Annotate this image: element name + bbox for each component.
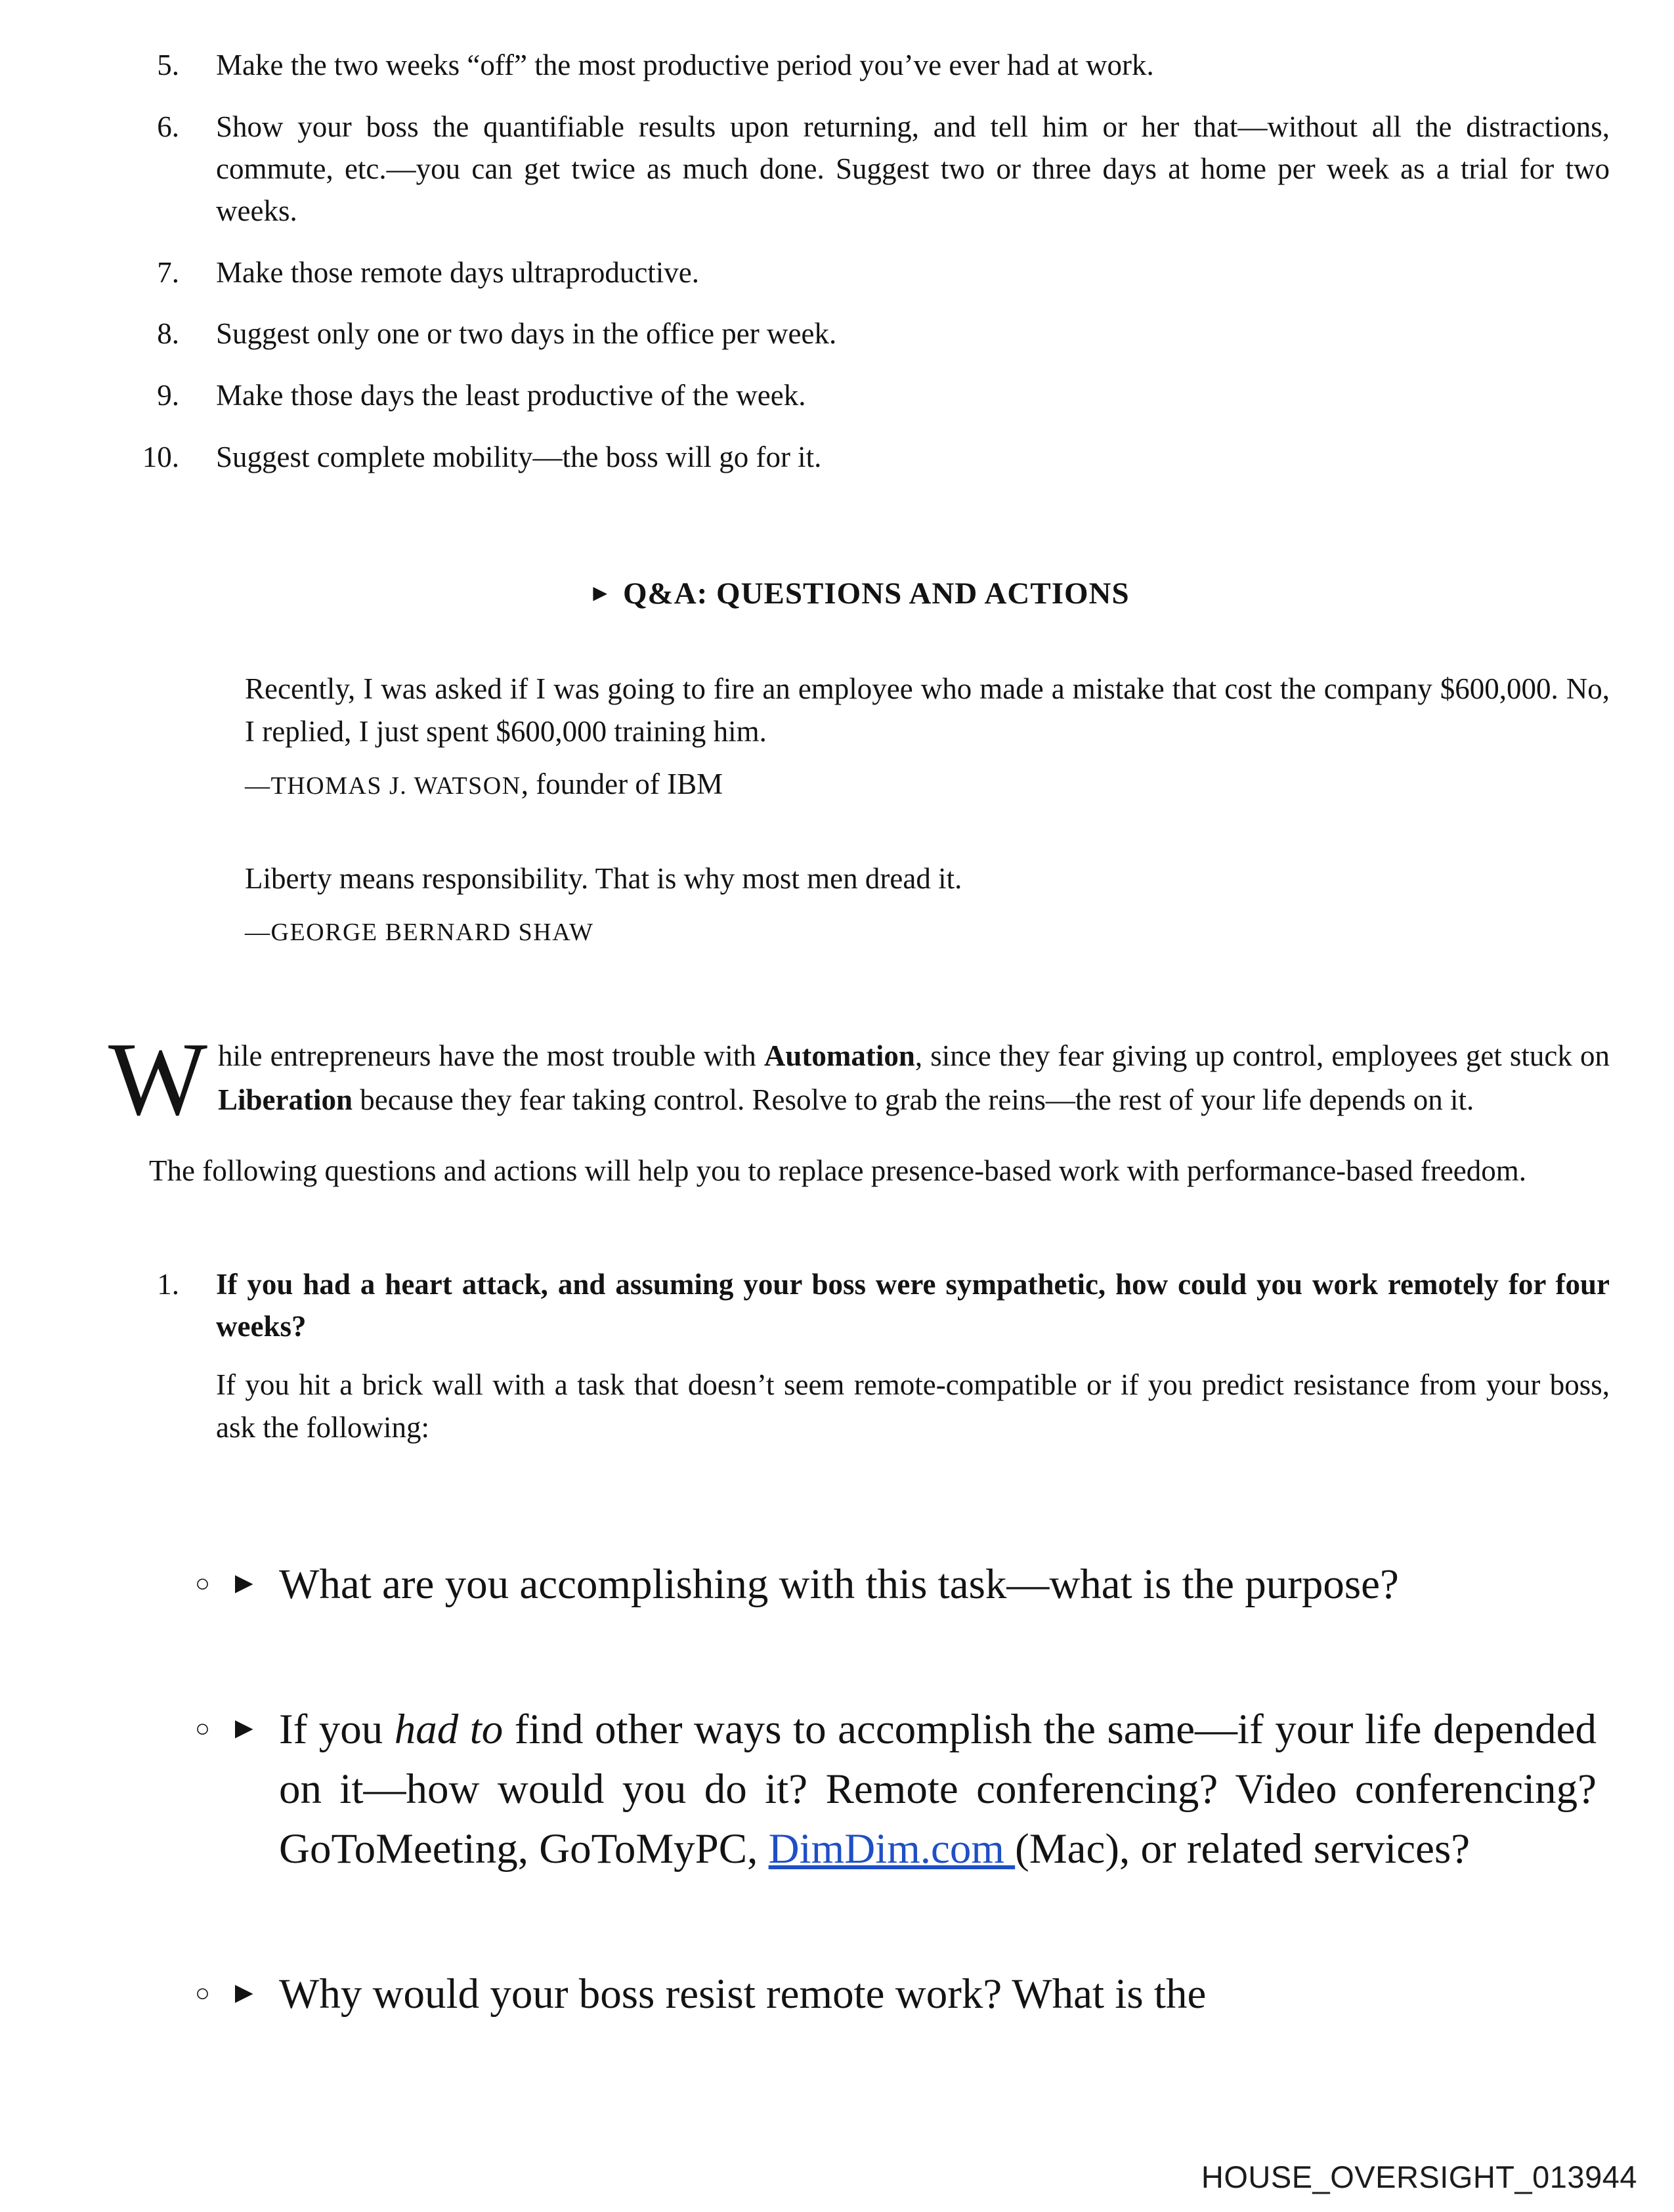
paragraph-text: because they fear taking control. Resolve to grab the reins—the rest of your life depends on it. [353, 1083, 1474, 1117]
circle-bullet-icon: ○ [195, 1714, 210, 1743]
quote-text: Liberty means responsibility. That is why most men dread it. [245, 861, 962, 895]
list-text: Show your boss the quantifiable results upon returning, and tell him or her that—without all the distractions, commute, etc.—you can get twice as much done. Suggest two or three days at home per week as a trial for two weeks. [216, 110, 1610, 227]
drop-cap: W [108, 1020, 208, 1137]
section-arrow-icon: ► [588, 580, 612, 607]
list-text: Suggest only one or two days in the office per week. [216, 317, 837, 351]
bullet-text [279, 1555, 1610, 1615]
list-text: Make those days the least productive of the week. [216, 379, 806, 412]
quote-block [245, 857, 1610, 947]
circle-bullet-icon: ○ [195, 1569, 210, 1597]
bullet-text [279, 1964, 1610, 2024]
section-header [108, 576, 1610, 611]
bullet-text-part: What are you accomplishing with this task—what is the purpose? [279, 1560, 1399, 1608]
quote-attribution [245, 767, 1610, 801]
list-text: Make those remote days ultraproductive. [216, 255, 700, 289]
list-number: 7. [157, 255, 179, 289]
bullet-item [195, 1700, 1610, 1879]
circle-bullet-icon: ○ [195, 1979, 210, 2007]
bullet-text-part: If you [279, 1705, 395, 1753]
bates-number: HOUSE_OVERSIGHT_013944 [1201, 2159, 1637, 2194]
quote-author: —THOMAS J. WATSON [245, 771, 521, 800]
paragraph-text: hile entrepreneurs have the most trouble with [218, 1039, 764, 1072]
list-item [108, 45, 1610, 87]
bullet-item [195, 1555, 1610, 1615]
quote-author-title: , founder of IBM [521, 767, 723, 800]
arrow-bullet-icon: ► [229, 1975, 259, 2009]
list-number: 5. [157, 49, 179, 81]
list-item [108, 375, 1610, 417]
list-number: 8. [157, 317, 179, 351]
list-item [108, 252, 1610, 294]
dropcap-paragraph [108, 1020, 1610, 1137]
list-text: Make the two weeks “off” the most productive period you’ve ever had at work. [216, 49, 1154, 81]
bullet-text-part: find other ways to accomplish the same—if your life depended on it—how would you do it? Remote conferencing? Video conferencing? GoToMeeting, GoToMyPC, [279, 1705, 1597, 1873]
bullet-item [195, 1964, 1610, 2024]
paragraph-text: , since they fear giving up control, employees get stuck on [914, 1039, 1610, 1072]
section-title: Q&A: QUESTIONS AND ACTIONS [623, 576, 1130, 611]
bold-term: Liberation [218, 1083, 353, 1117]
list-item [108, 313, 1610, 355]
list-number: 9. [157, 379, 179, 412]
dimdim-link[interactable]: DimDim.com [768, 1825, 1016, 1873]
arrow-bullet-icon: ► [229, 1710, 259, 1745]
intro-paragraph: The following questions and actions will help you to replace presence-based work with performance-based freedom. [149, 1154, 1527, 1187]
bold-term: Automation [763, 1039, 915, 1072]
arrow-bullet-icon: ► [229, 1565, 259, 1599]
bullet-text-part: Why would your boss resist remote work? What is the [279, 1970, 1207, 2018]
list-item [108, 106, 1610, 232]
list-number: 10. [142, 441, 179, 474]
intro-section [108, 1020, 1610, 1194]
bullet-text-part: (Mac), or related services? [1015, 1825, 1470, 1873]
question-bold-text: If you had a heart attack, and assuming your boss were sympathetic, how could you work remotely for four weeks? [216, 1268, 1610, 1343]
bullet-list [195, 1555, 1610, 2024]
question-detail-text: If you hit a brick wall with a task that doesn’t seem remote-compatible or if you predict resistance from your boss, ask the following: [216, 1368, 1610, 1444]
list-number: 6. [157, 110, 179, 143]
question-item [108, 1264, 1610, 1449]
bullet-text [279, 1700, 1610, 1879]
question-number: 1. [157, 1268, 179, 1301]
quote-block [245, 668, 1610, 801]
quote-author: —GEORGE BERNARD SHAW [245, 918, 594, 946]
numbered-list [108, 45, 1610, 479]
quote-text: Recently, I was asked if I was going to fire an employee who made a mistake that cost the company $600,000. No, I replied, I just spent $600,000 training him. [245, 672, 1610, 748]
bullet-italic-text: had to [394, 1705, 504, 1753]
question-body [216, 1264, 1610, 1449]
list-item [108, 437, 1610, 479]
quote-attribution [245, 913, 1610, 947]
list-text: Suggest complete mobility—the boss will go for it. [216, 441, 822, 474]
